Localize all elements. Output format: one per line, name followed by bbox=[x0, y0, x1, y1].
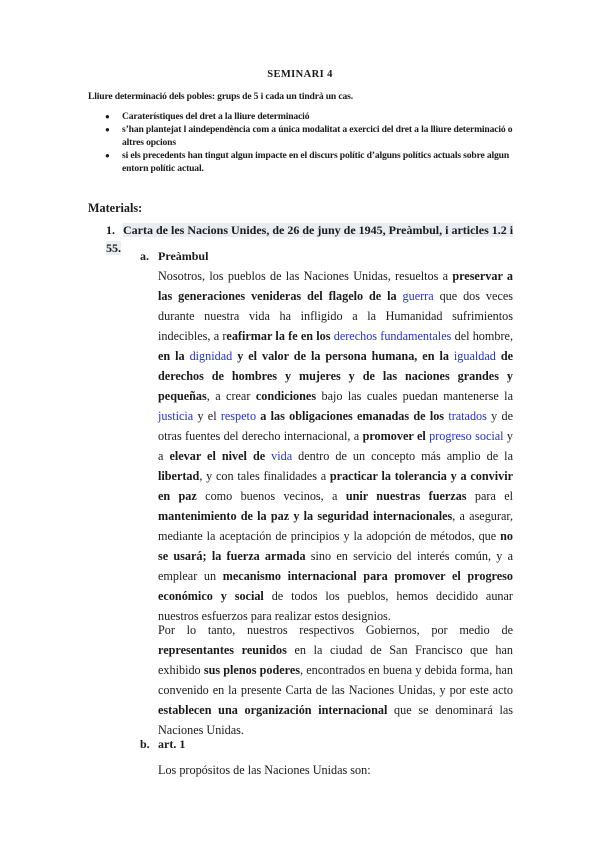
text-run: del hombre, bbox=[451, 329, 513, 343]
highlighted-term: igualdad bbox=[453, 349, 496, 363]
bold-phrase: libertad bbox=[158, 469, 200, 483]
section-title: art. 1 bbox=[158, 737, 186, 751]
bold-phrase: mantenimiento de la paz y la seguridad internacionales bbox=[158, 509, 453, 523]
text-run: y a bbox=[158, 429, 514, 463]
bullet-list bbox=[88, 110, 528, 175]
item-number: 1. bbox=[106, 223, 115, 237]
bold-phrase: en la bbox=[158, 349, 190, 363]
section-label: b. bbox=[140, 737, 150, 751]
bullet-icon: ● bbox=[105, 125, 110, 134]
text-run: que dos veces durante nuestra vida ha infligido a la Humanidad sufrimientos indecibles, a r bbox=[158, 289, 513, 343]
highlighted-term: progreso social bbox=[429, 429, 504, 443]
highlighted-term: justicia bbox=[158, 409, 194, 423]
highlighted-term: tratados bbox=[448, 409, 487, 423]
bullet-icon: ● bbox=[105, 151, 110, 160]
text-run: para el bbox=[466, 489, 513, 503]
list-item: ● si els precedents han tingut algun impacte en el discurs polític d’alguns polítics actuals sobre algun entorn polític actual. bbox=[105, 150, 510, 174]
highlighted-term: guerra bbox=[402, 289, 434, 303]
text-run: como buenos vecinos, a bbox=[196, 489, 346, 503]
highlighted-term: vida bbox=[271, 449, 293, 463]
bold-phrase: eafirmar la fe en los bbox=[226, 329, 334, 343]
text-run: en la ciudad de San Francisco que han exhibido bbox=[158, 643, 514, 677]
bold-phrase: preservar a las generaciones venideras del flagelo de la bbox=[158, 269, 513, 303]
text-run: , a asegurar, mediante la aceptación de principios y la adopción de métodos, que bbox=[158, 509, 513, 543]
text-run: sino en servicio del interés común, y a emplear un bbox=[158, 549, 513, 583]
bold-phrase: mecanismo internacional para promover el progreso económico y social bbox=[158, 569, 513, 603]
section-b-heading bbox=[140, 737, 185, 752]
bold-phrase: unir nuestras fuerzas bbox=[345, 489, 467, 503]
text-run: , encontrados en buena y debida forma, han convenido en la presente Carta de las Naciones Unidas, y por este acto bbox=[158, 663, 514, 697]
preamble-paragraph-1 bbox=[158, 266, 513, 626]
section-title: Preàmbul bbox=[158, 249, 209, 263]
text-run: y de otras fuentes del derecho internacional, a bbox=[158, 409, 513, 443]
bullet-icon: ● bbox=[105, 112, 110, 121]
bold-phrase: elevar el nivel de bbox=[169, 449, 272, 463]
preamble-paragraph-2 bbox=[158, 620, 513, 740]
highlighted-term: dignidad bbox=[189, 349, 233, 363]
text-run: dentro de un concepto más amplio de la bbox=[292, 449, 513, 463]
text-run: , y con tales finalidades a bbox=[199, 469, 330, 483]
bold-phrase: promover el bbox=[362, 429, 430, 443]
highlighted-term: derechos fundamentales bbox=[333, 329, 452, 343]
bold-phrase: y el valor de la persona humana, en la bbox=[232, 349, 454, 363]
bold-phrase: sus plenos poderes bbox=[203, 663, 301, 677]
art1-intro: Los propósitos de las Naciones Unidas son: bbox=[158, 763, 371, 777]
page-title: SEMINARI 4 bbox=[267, 69, 333, 80]
bold-phrase: no se usará; la fuerza armada bbox=[158, 529, 513, 563]
bold-phrase: a las obligaciones emanadas de los bbox=[256, 409, 449, 423]
materials-heading: Materials: bbox=[88, 201, 143, 215]
section-label: a. bbox=[140, 249, 149, 263]
bold-phrase: representantes reunidos bbox=[158, 643, 287, 657]
text-run: Nosotros, los pueblos de las Naciones Unidas, resueltos a bbox=[158, 269, 453, 283]
text-run: Por lo tanto, nuestros respectivos Gobiernos, por medio de bbox=[158, 623, 513, 637]
list-item: ● Caraterístiques del dret a la lliure determinació bbox=[105, 111, 310, 122]
text-run: bajo las cuales puedan mantenerse la bbox=[316, 389, 513, 403]
text-run: que se denominará las Naciones Unidas. bbox=[158, 703, 513, 737]
intro-line: Lliure determinació dels pobles: grups de 5 i cada un tindrà un cas. bbox=[88, 91, 353, 102]
section-a-heading bbox=[140, 249, 208, 264]
text-run: de todos los pueblos, hemos decidido aunar nuestros esfuerzos para realizar estos designios. bbox=[158, 589, 513, 623]
bold-phrase: establecen una organización internacional bbox=[158, 703, 388, 717]
bold-phrase: practicar la tolerancia y a convivir en paz bbox=[158, 469, 514, 503]
bold-phrase: condiciones bbox=[255, 389, 317, 403]
text-run: y el bbox=[193, 409, 221, 423]
list-item: ● s’han plantejat l aindependència com a única modalitat a exercici del dret a la lliure determinació o altres opcions bbox=[105, 124, 513, 148]
item-title: Carta de les Nacions Unides, de 26 de juny de 1945, Preàmbul, i articles 1.2 i 55. bbox=[106, 223, 514, 255]
text-run: , a crear bbox=[206, 389, 256, 403]
bold-phrase: de derechos de hombres y mujeres y de las naciones grandes y pequeñas bbox=[158, 349, 514, 403]
highlighted-term: respeto bbox=[220, 409, 257, 423]
